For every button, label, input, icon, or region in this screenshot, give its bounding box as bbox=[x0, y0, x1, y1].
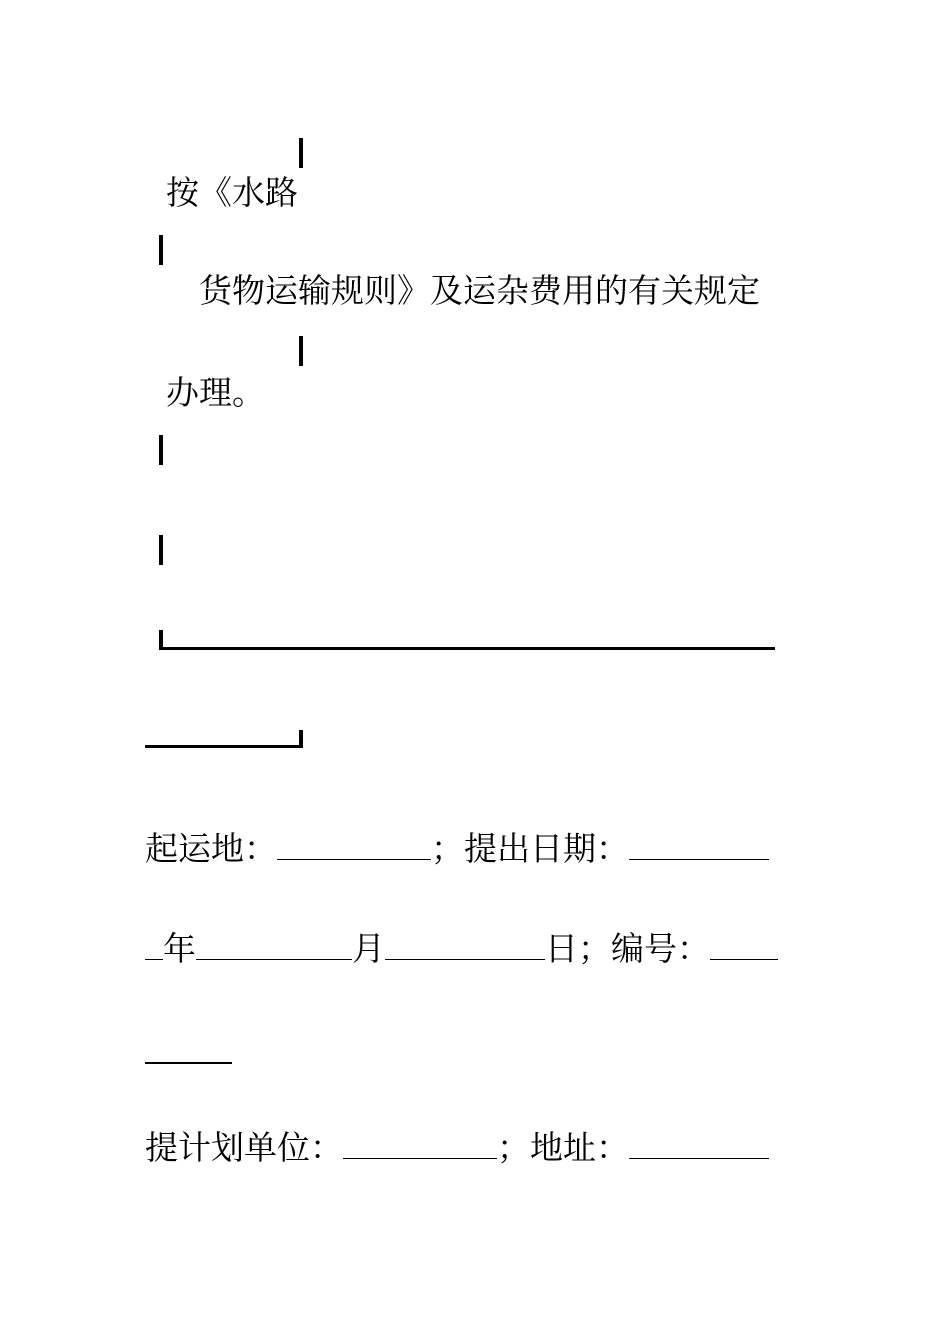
submit-date-label: 提出日期： bbox=[464, 829, 629, 868]
year-field[interactable] bbox=[145, 931, 163, 960]
departure-field[interactable] bbox=[277, 831, 431, 860]
text-handle: 办理。 bbox=[165, 373, 265, 412]
text-line-2 bbox=[178, 231, 760, 311]
box-border-right-1 bbox=[299, 138, 303, 168]
day-field[interactable] bbox=[385, 931, 545, 960]
number-field[interactable] bbox=[710, 931, 778, 960]
box-border-right-3 bbox=[299, 336, 303, 366]
box-border-bottom-1 bbox=[159, 647, 775, 650]
unit-label: 提计划单位： bbox=[145, 1128, 343, 1167]
box-border-left-2 bbox=[159, 235, 163, 265]
departure-date-line bbox=[145, 829, 769, 869]
separator: ； bbox=[497, 1128, 530, 1167]
box-border-bottom-2 bbox=[145, 745, 303, 748]
box-border-left-5 bbox=[159, 535, 163, 565]
submit-date-field[interactable] bbox=[629, 831, 769, 860]
date-number-line bbox=[145, 929, 778, 969]
box-border-left-4 bbox=[159, 435, 163, 465]
unit-field[interactable] bbox=[343, 1130, 497, 1159]
departure-label: 起运地： bbox=[145, 829, 277, 868]
separator: ； bbox=[431, 829, 464, 868]
unit-address-line bbox=[145, 1128, 769, 1168]
text-line-1 bbox=[145, 133, 298, 213]
month-field[interactable] bbox=[196, 931, 352, 960]
text-intro: 按《水路 bbox=[165, 173, 298, 212]
address-label: 地址： bbox=[530, 1128, 629, 1167]
text-rules: 货物运输规则》及运杂费用的有关规定 bbox=[198, 271, 760, 310]
address-field[interactable] bbox=[629, 1130, 769, 1159]
text-line-3 bbox=[145, 333, 265, 413]
year-label: 年 bbox=[163, 929, 196, 968]
day-label: 日； bbox=[545, 929, 611, 968]
box-corner-bottom-right-v bbox=[299, 730, 303, 748]
number-field-continued[interactable] bbox=[145, 1062, 232, 1064]
month-label: 月 bbox=[352, 929, 385, 968]
number-label: 编号： bbox=[611, 929, 710, 968]
